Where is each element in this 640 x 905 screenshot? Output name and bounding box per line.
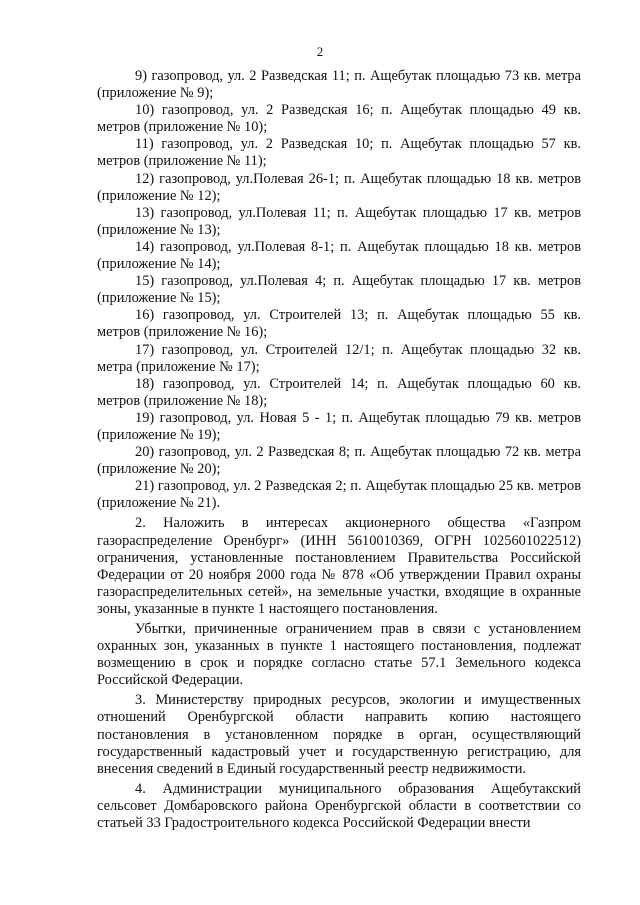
list-item: 14) газопровод, ул.Полевая 8-1; п. Ащебутак площадью 18 кв. метров (приложение № 14);	[97, 238, 581, 273]
list-item: 18) газопровод, ул. Строителей 14; п. Ащебутак площадью 60 кв. метров (приложение № 18);	[97, 375, 581, 409]
list-item: 12) газопровод, ул.Полевая 26-1; п. Ащебутак площадью 18 кв. метров (приложение № 12);	[97, 170, 581, 204]
page-number: 2	[316, 44, 324, 59]
clause-paragraph: 3. Министерству природных ресурсов, экологии и имущественных отношений Оренбургской области направить копию настоящего постановления в установленном порядке в орган, осуществляющий государственный кадастровый учет и государственную регистрацию, для внесения сведений в Единый государственный реестр недвижимости.	[97, 692, 581, 777]
document-body	[97, 68, 581, 832]
list-item: 11) газопровод, ул. 2 Разведская 10; п. Ащебутак площадью 57 кв. метров (приложение № 11);	[97, 136, 581, 170]
list-item: 16) газопровод, ул. Строителей 13; п. Ащебутак площадью 55 кв. метров (приложение № 16);	[97, 307, 581, 341]
clause-paragraph: 4. Администрации муниципального образования Ащебутакский сельсовет Домбаровского района Оренбургской области в соответствии со статьей 33 Градостроительного кодекса Российской Федерации внести	[97, 780, 581, 832]
clause-paragraph: 2. Наложить в интересах акционерного общества «Газпром газораспределение Оренбург» (ИНН 5610010369, ОГРН 1025601022512) ограничения, установленные постановлением Правительства Российской Федерации от 20 ноября 2000 года № 878 «Об утверждении Правил охраны газораспределительных сетей», на земельные участки, входящие в охранные зоны, указанные в пункте 1 настоящего постановления.	[97, 515, 581, 617]
list-item: 19) газопровод, ул. Новая 5 - 1; п. Ащебутак площадью 79 кв. метров (приложение № 19);	[97, 409, 581, 443]
list-item: 15) газопровод, ул.Полевая 4; п. Ащебутак площадью 17 кв. метров (приложение № 15);	[97, 273, 581, 307]
list-item: 20) газопровод, ул. 2 Разведская 8; п. Ащебутак площадью 72 кв. метра (приложение № 20);	[97, 444, 581, 478]
list-item: 9) газопровод, ул. 2 Разведская 11; п. Ащебутак площадью 73 кв. метра (приложение № 9);	[97, 68, 581, 102]
list-item: 10) газопровод, ул. 2 Разведская 16; п. Ащебутак площадью 49 кв. метров (приложение № 10);	[97, 102, 581, 136]
list-item: 13) газопровод, ул.Полевая 11; п. Ащебутак площадью 17 кв. метров (приложение № 13);	[97, 204, 581, 238]
clause-paragraph: Убытки, причиненные ограничением прав в связи с установлением охранных зон, указанных в пункте 1 настоящего постановления, подлежат возмещению в срок и порядке согласно статье 57.1 Земельного кодекса Российской Федерации.	[97, 621, 581, 689]
list-item: 17) газопровод, ул. Строителей 12/1; п. Ащебутак площадью 32 кв. метра (приложение № 17);	[97, 341, 581, 375]
list-item: 21) газопровод, ул. 2 Разведская 2; п. Ащебутак площадью 25 кв. метров (приложение № 21).	[97, 478, 581, 512]
